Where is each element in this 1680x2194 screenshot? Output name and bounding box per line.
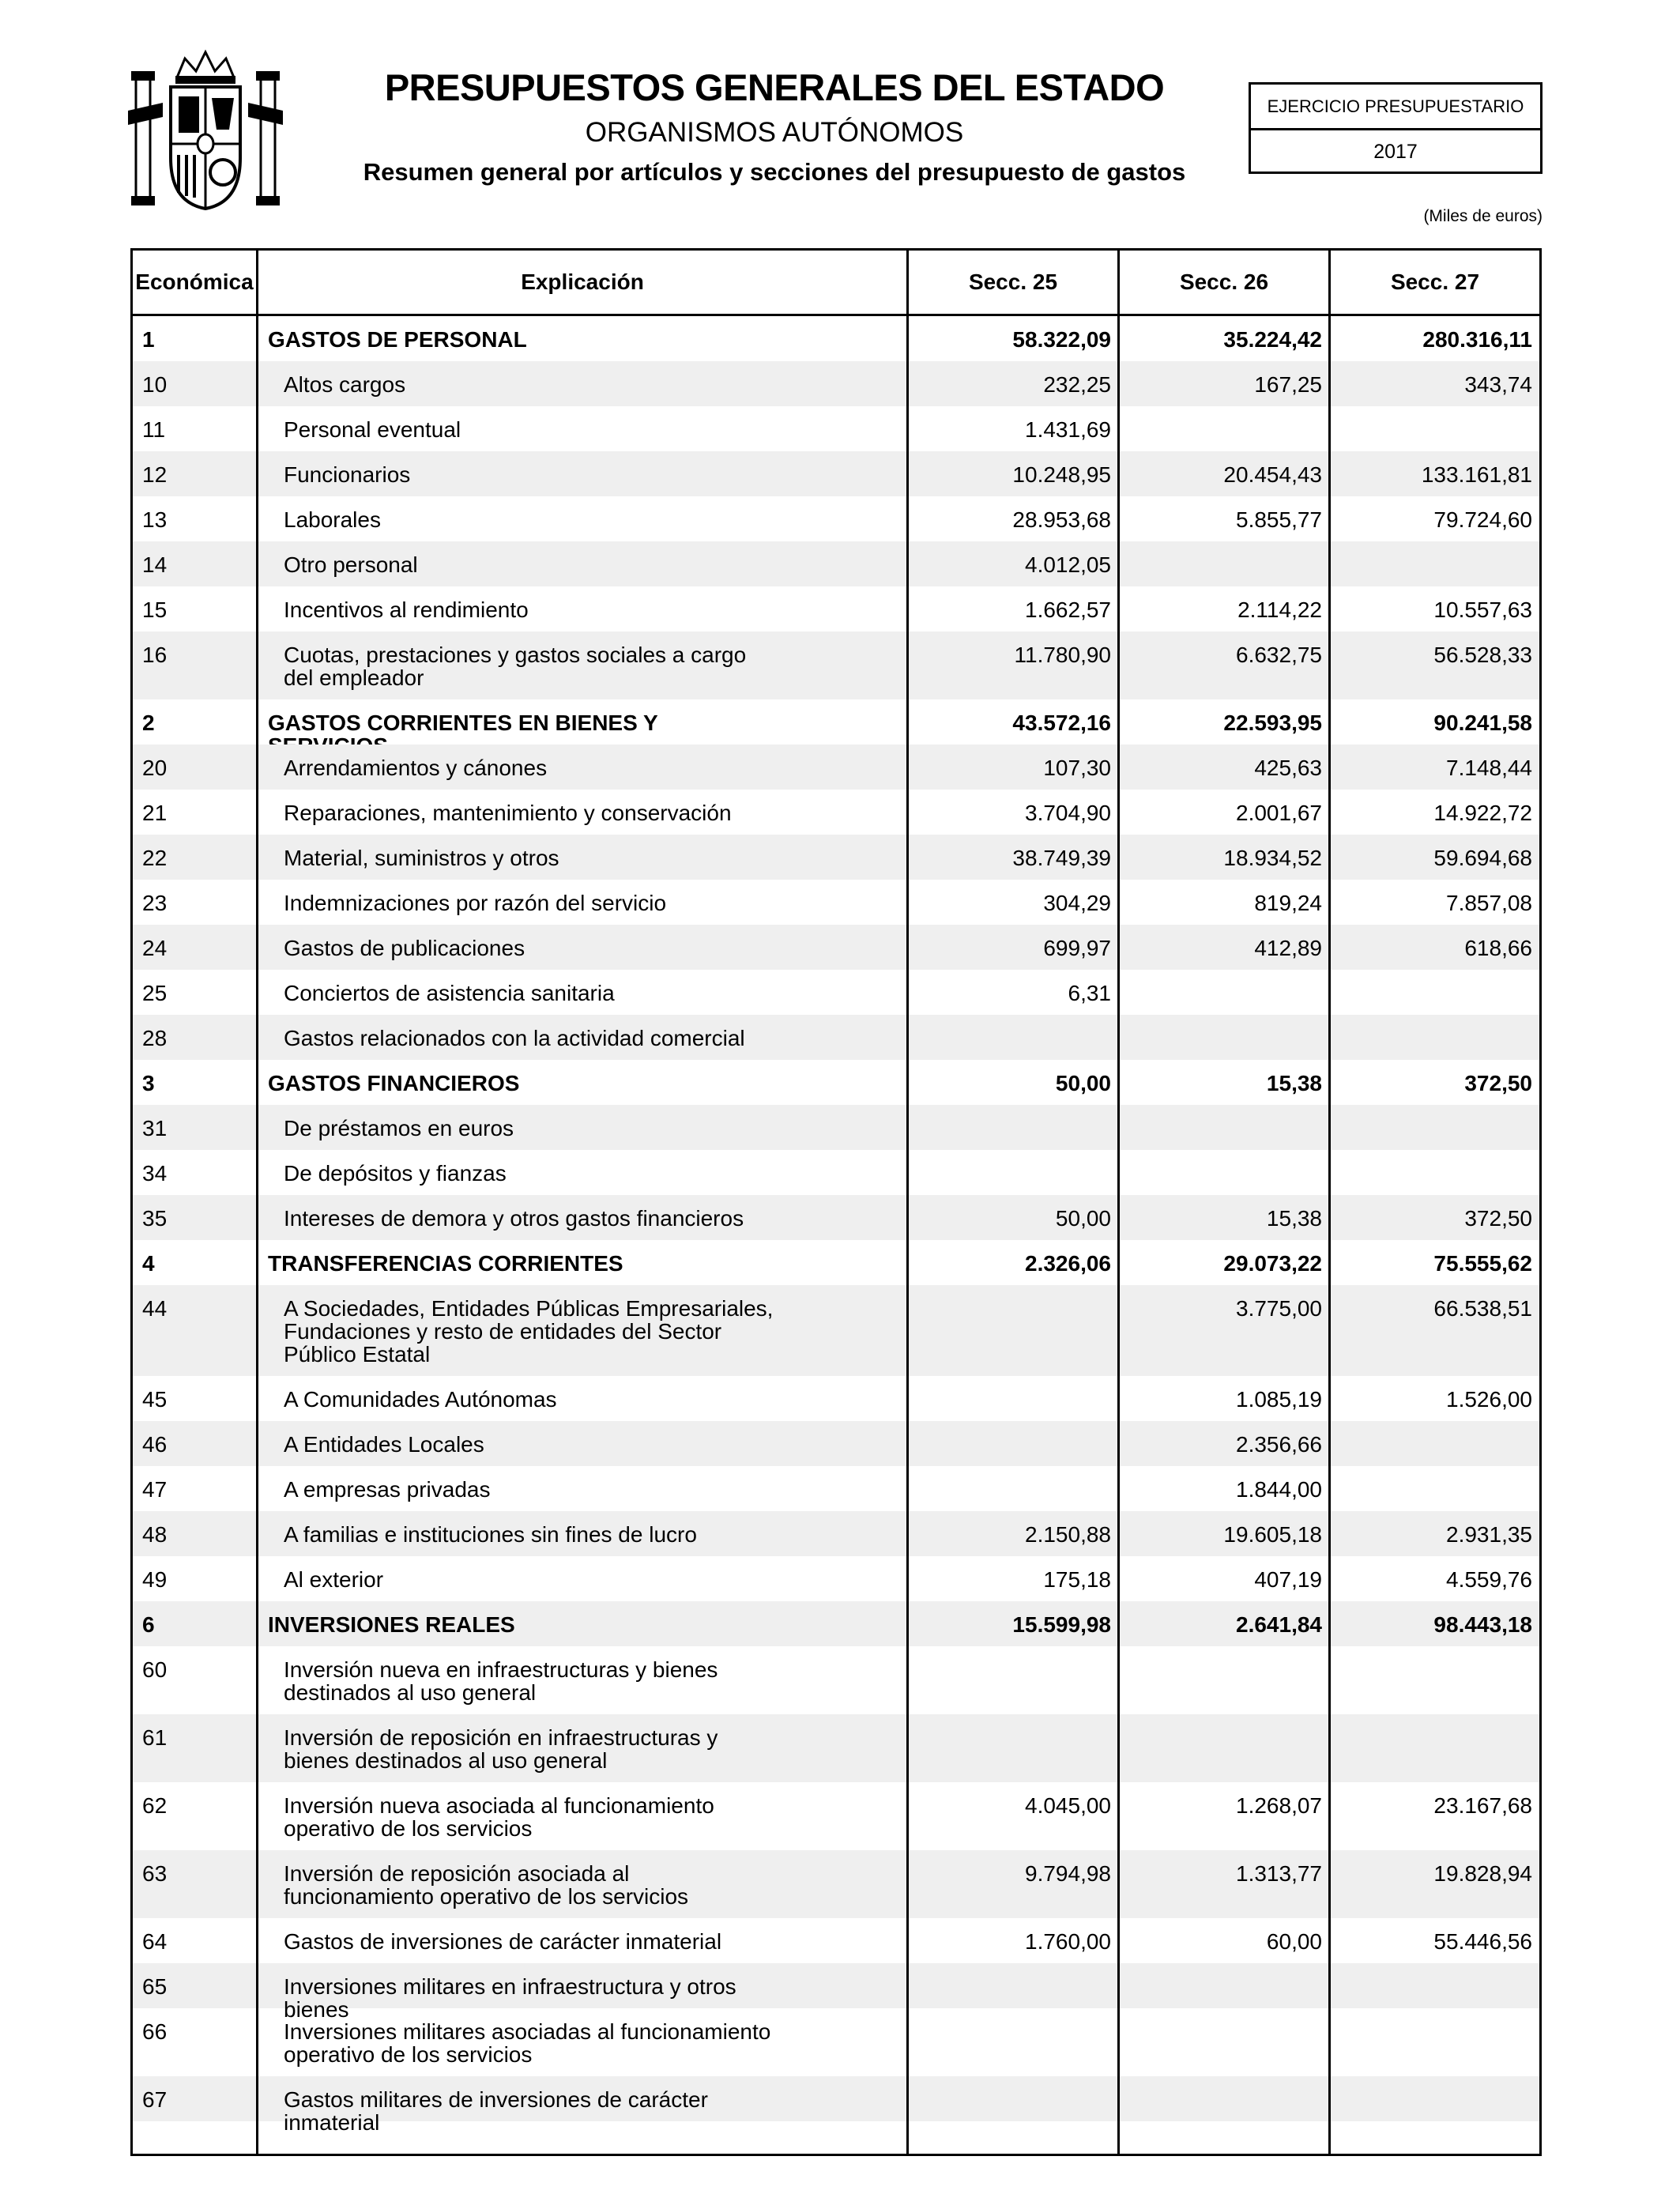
secc-27-value: 1.526,00: [1446, 1387, 1532, 1412]
column-header-economica: Económica: [135, 270, 254, 294]
secc-26-value: 412,89: [1254, 936, 1322, 960]
economic-code: 67: [142, 2087, 168, 2112]
economic-code: 15: [142, 598, 168, 622]
secc-25-value: 699,97: [1043, 936, 1111, 960]
column-header-secc-27: Secc. 27: [1390, 270, 1480, 294]
budget-table: [130, 248, 1542, 2156]
secc-25-value: 6,31: [1068, 981, 1111, 1005]
secc-26-value: 6.632,75: [1236, 643, 1322, 667]
row-description: TRANSFERENCIAS CORRIENTES: [268, 1251, 623, 1276]
secc-27-value: 56.528,33: [1433, 643, 1532, 667]
column-header-explicacion: Explicación: [521, 270, 644, 294]
column-divider: [906, 251, 909, 2154]
economic-code: 16: [142, 643, 168, 667]
secc-26-value: 5.855,77: [1236, 507, 1322, 532]
row-description: De depósitos y fianzas: [284, 1161, 507, 1186]
secc-25-value: 232,25: [1043, 372, 1111, 397]
row-description: Indemnizaciones por razón del servicio: [284, 891, 667, 915]
economic-code: 62: [142, 1793, 168, 1818]
row-description: Gastos relacionados con la actividad comercial: [284, 1026, 745, 1050]
row-description: GASTOS FINANCIEROS: [268, 1071, 520, 1095]
row-description: Inversión nueva asociada al funcionamiento operativo de los servicios: [284, 1793, 714, 1841]
economic-code: 64: [142, 1929, 168, 1954]
secc-27-value: [133, 1105, 1532, 1117]
economic-code: 48: [142, 1522, 168, 1547]
secc-25-value: 1.431,69: [1025, 417, 1111, 442]
secc-27-value: 79.724,60: [1433, 507, 1532, 532]
secc-27-value: 10.557,63: [1433, 598, 1532, 622]
coat-of-arms-icon: [126, 47, 284, 213]
secc-26-value: 407,19: [1254, 1567, 1322, 1592]
secc-27-value: [133, 1015, 1532, 1027]
row-description: INVERSIONES REALES: [268, 1612, 515, 1637]
secc-27-value: [133, 1150, 1532, 1162]
economic-code: 14: [142, 552, 168, 577]
column-divider: [256, 251, 258, 2154]
row-description: Gastos de publicaciones: [284, 936, 525, 960]
economic-code: 63: [142, 1861, 168, 1886]
economic-code: 21: [142, 801, 168, 825]
budget-year-label: EJERCICIO PRESUPUESTARIO: [1251, 85, 1540, 130]
secc-25-value: 58.322,09: [1012, 327, 1111, 352]
secc-27-value: 14.922,72: [1433, 801, 1532, 825]
secc-26-value: 2.114,22: [1237, 598, 1322, 622]
secc-26-value: 2.001,67: [1236, 801, 1322, 825]
secc-27-value: [133, 541, 1532, 553]
row-description: Inversiones militares en infraestructura y otros bienes: [284, 1974, 736, 2022]
secc-25-value: 50,00: [1055, 1206, 1111, 1231]
economic-code: 45: [142, 1387, 168, 1412]
economic-code: 25: [142, 981, 168, 1005]
column-divider: [1117, 251, 1120, 2154]
secc-25-value: 2.150,88: [1025, 1522, 1111, 1547]
secc-26-value: 1.313,77: [1236, 1861, 1322, 1886]
secc-25-value: 28.953,68: [1012, 507, 1111, 532]
secc-26-value: 19.605,18: [1223, 1522, 1322, 1547]
economic-code: 3: [142, 1071, 155, 1095]
row-description: Altos cargos: [284, 372, 406, 397]
secc-25-value: 2.326,06: [1025, 1251, 1111, 1276]
secc-26-value: 3.775,00: [1236, 1296, 1322, 1321]
row-description: A familias e instituciones sin fines de lucro: [284, 1522, 697, 1547]
row-description: Gastos militares de inversiones de carácter inmaterial: [284, 2087, 708, 2135]
secc-27-value: 343,74: [1464, 372, 1532, 397]
row-description: De préstamos en euros: [284, 1116, 514, 1140]
economic-code: 22: [142, 846, 168, 870]
economic-code: 35: [142, 1206, 168, 1231]
secc-27-value: 23.167,68: [1433, 1793, 1532, 1818]
page-subtitle: ORGANISMOS AUTÓNOMOS: [585, 117, 964, 148]
secc-25-value: 4.045,00: [1025, 1793, 1111, 1818]
secc-25-value: 50,00: [1055, 1071, 1111, 1095]
secc-27-value: 75.555,62: [1433, 1251, 1532, 1276]
economic-code: 1: [142, 327, 155, 352]
secc-27-value: [133, 1963, 1532, 1975]
row-description: Gastos de inversiones de carácter inmaterial: [284, 1929, 722, 1954]
economic-code: 31: [142, 1116, 168, 1140]
secc-27-value: 618,66: [1464, 936, 1532, 960]
secc-26-value: 15,38: [1266, 1071, 1322, 1095]
secc-27-value: [133, 2076, 1532, 2088]
secc-26-value: 35.224,42: [1223, 327, 1322, 352]
secc-26-value: 60,00: [1266, 1929, 1322, 1954]
secc-26-value: 1.844,00: [1236, 1477, 1322, 1502]
economic-code: 61: [142, 1725, 168, 1750]
secc-26-value: 15,38: [1266, 1206, 1322, 1231]
secc-25-value: 38.749,39: [1012, 846, 1111, 870]
secc-27-value: 4.559,76: [1446, 1567, 1532, 1592]
row-description: A empresas privadas: [284, 1477, 491, 1502]
secc-27-value: 59.694,68: [1433, 846, 1532, 870]
row-description: Funcionarios: [284, 462, 411, 487]
economic-code: 65: [142, 1974, 168, 1999]
economic-code: 24: [142, 936, 168, 960]
units-note: (Miles de euros): [1423, 207, 1543, 225]
economic-code: 49: [142, 1567, 168, 1592]
row-description: Intereses de demora y otros gastos financieros: [284, 1206, 744, 1231]
row-description: Cuotas, prestaciones y gastos sociales a cargo del empleador: [284, 643, 747, 690]
row-description: Inversiones militares asociadas al funcionamiento operativo de los servicios: [284, 2019, 771, 2067]
row-description: Conciertos de asistencia sanitaria: [284, 981, 615, 1005]
secc-26-value: 167,25: [1254, 372, 1322, 397]
economic-code: 11: [142, 417, 166, 442]
row-description: Otro personal: [284, 552, 418, 577]
row-description: Arrendamientos y cánones: [284, 756, 548, 780]
secc-27-value: [133, 1421, 1532, 1433]
economic-code: 20: [142, 756, 168, 780]
economic-code: 13: [142, 507, 168, 532]
secc-25-value: 107,30: [1043, 756, 1111, 780]
economic-code: 4: [142, 1251, 155, 1276]
column-header-secc-26: Secc. 26: [1179, 270, 1269, 294]
economic-code: 23: [142, 891, 168, 915]
secc-26-value: 2.356,66: [1236, 1432, 1322, 1457]
secc-25-value: 1.760,00: [1025, 1929, 1111, 1954]
secc-26-value: 1.268,07: [1236, 1793, 1322, 1818]
secc-27-value: 19.828,94: [1433, 1861, 1532, 1886]
row-description: Incentivos al rendimiento: [284, 598, 529, 622]
economic-code: 10: [142, 372, 168, 397]
economic-code: 6: [142, 1612, 155, 1637]
row-description: A Entidades Locales: [284, 1432, 484, 1457]
budget-year-box: [1249, 82, 1543, 174]
secc-26-value: 2.641,84: [1236, 1612, 1322, 1637]
row-description: A Comunidades Autónomas: [284, 1387, 557, 1412]
secc-27-value: [133, 1646, 1532, 1658]
economic-code: 34: [142, 1161, 168, 1186]
row-description: Laborales: [284, 507, 381, 532]
economic-code: 12: [142, 462, 168, 487]
secc-27-value: [133, 2008, 1532, 2020]
economic-code: 47: [142, 1477, 168, 1502]
column-divider: [1328, 251, 1331, 2154]
secc-27-value: 133.161,81: [1421, 462, 1532, 487]
economic-code: 2: [142, 711, 155, 735]
row-description: Personal eventual: [284, 417, 461, 442]
secc-25-value: 10.248,95: [1012, 462, 1111, 487]
secc-27-value: [133, 406, 1532, 418]
secc-27-value: 372,50: [1464, 1071, 1532, 1095]
economic-code: 60: [142, 1657, 168, 1682]
secc-27-value: 66.538,51: [1433, 1296, 1532, 1321]
secc-25-value: 3.704,90: [1025, 801, 1111, 825]
secc-27-value: [133, 1466, 1532, 1478]
secc-25-value: 1.662,57: [1025, 598, 1111, 622]
secc-25-value: 175,18: [1043, 1567, 1111, 1592]
secc-25-value: 4.012,05: [1025, 552, 1111, 577]
secc-26-value: 20.454,43: [1223, 462, 1322, 487]
economic-code: 44: [142, 1296, 168, 1321]
secc-25-value: 11.780,90: [1014, 643, 1111, 667]
row-description: Al exterior: [284, 1567, 384, 1592]
row-description: Inversión nueva en infraestructuras y bienes destinados al uso general: [284, 1657, 718, 1705]
secc-27-value: 2.931,35: [1446, 1522, 1532, 1547]
secc-26-value: 29.073,22: [1223, 1251, 1322, 1276]
economic-code: 46: [142, 1432, 168, 1457]
row-description: Inversión de reposición en infraestructuras y bienes destinados al uso general: [284, 1725, 718, 1773]
row-description: GASTOS DE PERSONAL: [268, 327, 527, 352]
secc-27-value: 7.857,08: [1446, 891, 1532, 915]
secc-27-value: 280.316,11: [1422, 327, 1532, 352]
secc-27-value: 98.443,18: [1433, 1612, 1532, 1637]
secc-25-value: 15.599,98: [1012, 1612, 1111, 1637]
page-description: Resumen general por artículos y secciones del presupuesto de gastos: [363, 158, 1186, 186]
secc-26-value: 819,24: [1254, 891, 1322, 915]
secc-27-value: 90.241,58: [1433, 711, 1532, 735]
secc-26-value: 18.934,52: [1223, 846, 1322, 870]
page-title: PRESUPUESTOS GENERALES DEL ESTADO: [384, 66, 1165, 108]
secc-25-value: 43.572,16: [1012, 711, 1111, 735]
header: [316, 63, 1233, 191]
column-header-secc-25: Secc. 25: [968, 270, 1058, 294]
secc-27-value: 372,50: [1464, 1206, 1532, 1231]
secc-25-value: 9.794,98: [1025, 1861, 1111, 1886]
secc-26-value: 425,63: [1254, 756, 1322, 780]
secc-26-value: 22.593,95: [1223, 711, 1322, 735]
secc-27-value: 55.446,56: [1433, 1929, 1532, 1954]
row-description: Inversión de reposición asociada al funcionamiento operativo de los servicios: [284, 1861, 689, 1909]
economic-code: 66: [142, 2019, 168, 2044]
row-description: GASTOS CORRIENTES EN BIENES Y: [268, 711, 658, 735]
secc-27-value: [133, 970, 1532, 982]
budget-year-value: 2017: [1373, 141, 1418, 163]
secc-27-value: 7.148,44: [1446, 756, 1532, 780]
secc-27-value: [133, 1714, 1532, 1726]
secc-25-value: 304,29: [1043, 891, 1111, 915]
row-description: Material, suministros y otros: [284, 846, 559, 870]
secc-26-value: 1.085,19: [1236, 1387, 1322, 1412]
row-description: A Sociedades, Entidades Públicas Empresariales, Fundaciones y resto de entidades del Sector Público Estatal: [284, 1296, 774, 1367]
row-description: Reparaciones, mantenimiento y conservación: [284, 801, 732, 825]
economic-code: 28: [142, 1026, 168, 1050]
